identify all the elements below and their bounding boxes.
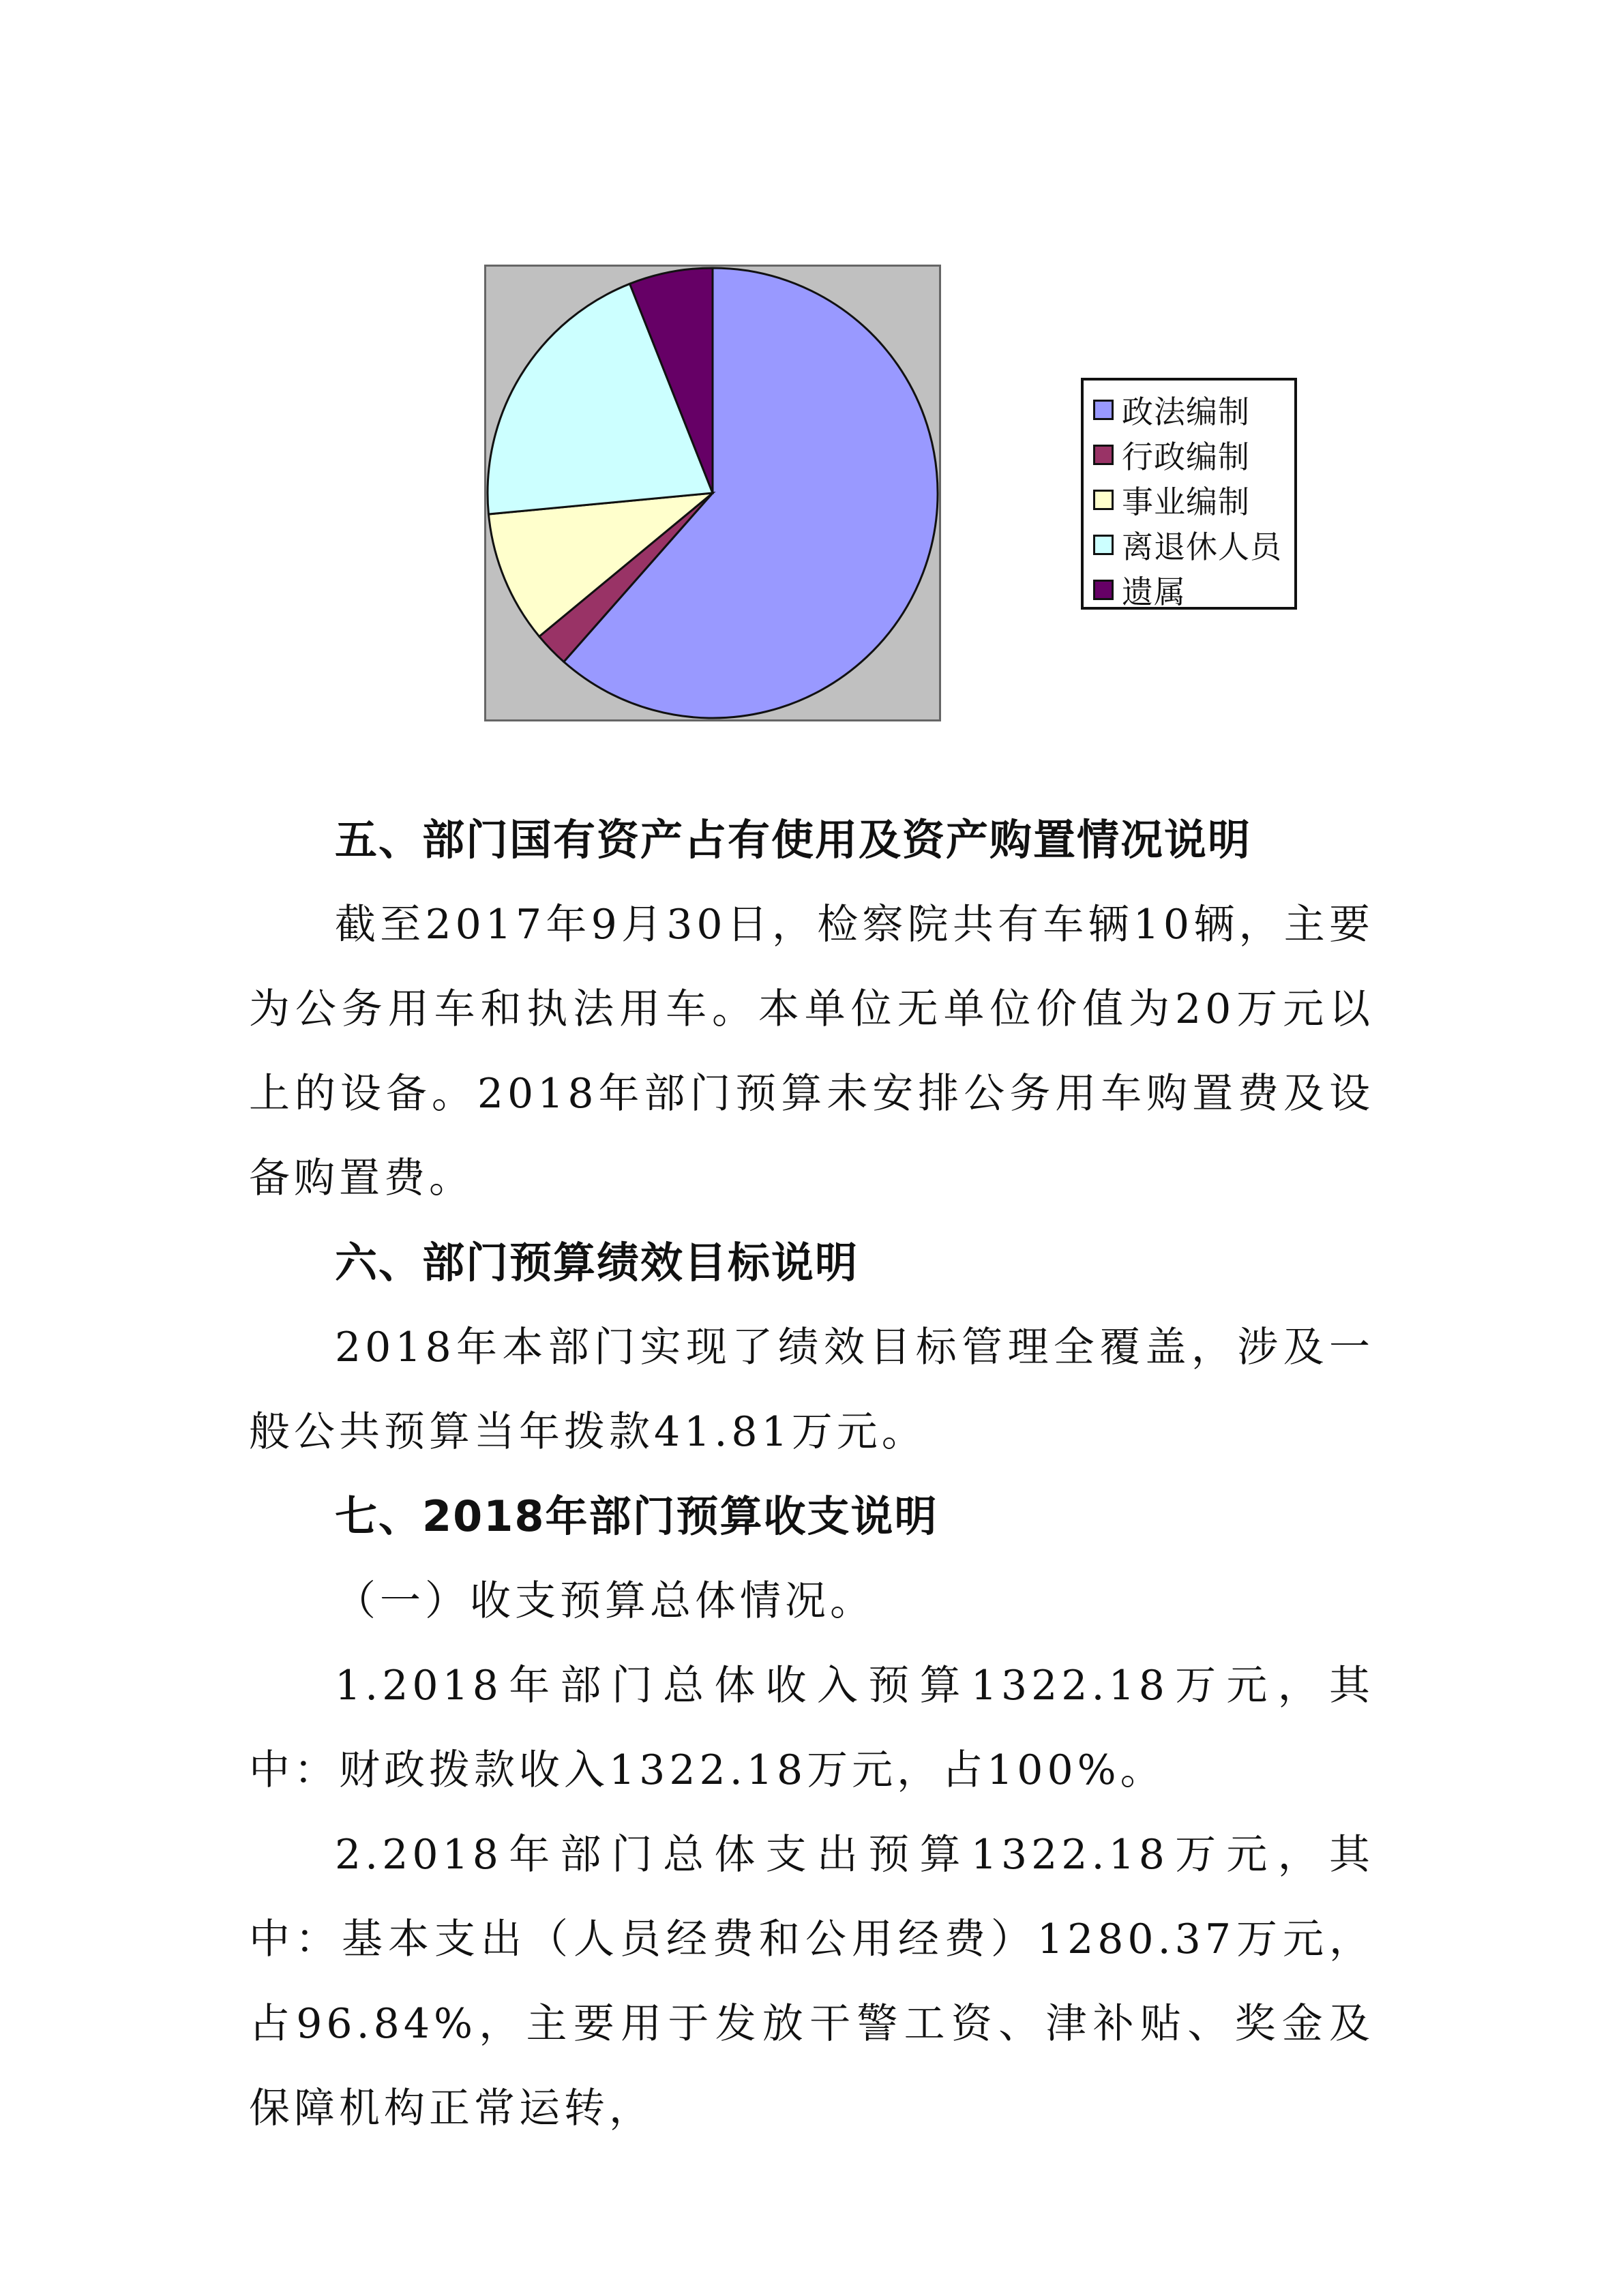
legend-swatch: [1093, 490, 1114, 510]
legend-item: [1093, 477, 1294, 522]
legend-swatch: [1093, 580, 1114, 600]
pie-chart-area: [484, 265, 941, 721]
legend-swatch: [1093, 400, 1114, 420]
legend-item: [1093, 567, 1294, 612]
legend-label: 离退休人员: [1122, 528, 1282, 565]
body-paragraph: 2.2018年部门总体支出预算1322.18万元，其中：基本支出（人员经费和公用经费）1280.37万元，占96.84%，主要用于发放干警工资、津补贴、奖金及保障机构正常运转，: [249, 1831, 1374, 2132]
body-paragraph: 2018年本部门实现了绩效目标管理全覆盖，涉及一般公共预算当年拨款41.81万元。: [249, 1324, 1374, 1456]
legend-swatch: [1093, 445, 1114, 465]
legend-swatch: [1093, 535, 1114, 555]
body-paragraph: 1.2018年部门总体收入预算1322.18万元，其中：财政拨款收入1322.18万元，占100%。: [249, 1662, 1374, 1794]
body-paragraph: 截至2017年9月30日，检察院共有车辆10辆，主要为公务用车和执法用车。本单位无单位价值为20万元以上的设备。2018年部门预算未安排公务用车购置费及设备购置费。: [249, 901, 1374, 1202]
legend-label: 事业编制: [1122, 483, 1250, 520]
section-heading: 六、部门预算绩效目标说明: [335, 1238, 859, 1287]
document-body: [249, 798, 1374, 2151]
body-paragraph: （一）收支预算总体情况。: [335, 1577, 875, 1625]
chart-legend: [1081, 378, 1297, 610]
legend-label: 遗属: [1122, 573, 1186, 610]
legend-item: [1093, 432, 1294, 477]
legend-item: [1093, 522, 1294, 567]
legend-label: 政法编制: [1122, 393, 1250, 430]
section-heading: 五、部门国有资产占有使用及资产购置情况说明: [335, 815, 1252, 865]
pie-chart: [486, 267, 939, 719]
section-heading: 七、2018年部门预算收支说明: [335, 1491, 938, 1541]
legend-label: 行政编制: [1122, 438, 1250, 475]
legend-item: [1093, 387, 1294, 432]
